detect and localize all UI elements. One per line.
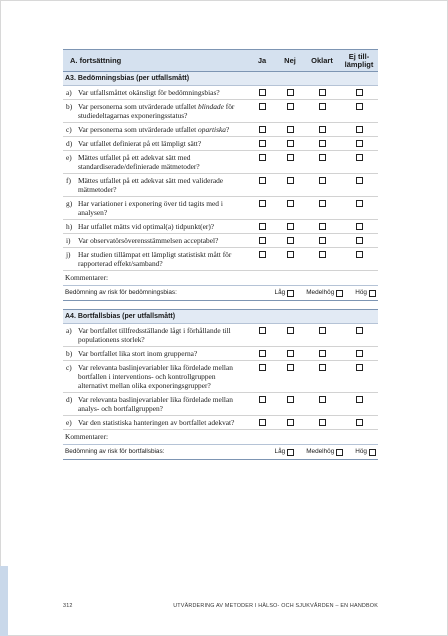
question-text	[63, 174, 248, 196]
checkbox[interactable]	[259, 89, 266, 96]
answer-oklart	[304, 248, 340, 270]
answer-nej	[276, 151, 304, 173]
checkbox[interactable]	[259, 126, 266, 133]
answer-nej	[276, 393, 304, 415]
checkbox[interactable]	[259, 327, 266, 334]
answer-ja	[248, 234, 276, 247]
a3-risk-mid[interactable]	[306, 289, 343, 297]
question-text	[63, 234, 248, 247]
checkbox[interactable]	[259, 251, 266, 258]
a4-risk-mid[interactable]	[306, 448, 343, 456]
answer-oklart	[304, 100, 340, 122]
a4-risk-row	[63, 445, 378, 460]
question-text	[63, 100, 248, 122]
checkbox[interactable]	[287, 290, 294, 297]
checkbox[interactable]	[287, 449, 294, 456]
question-row	[63, 137, 378, 151]
a4-risk-low[interactable]	[275, 448, 295, 456]
a3-risk-high[interactable]	[355, 289, 376, 297]
answer-ja	[248, 416, 276, 429]
checkbox[interactable]	[259, 223, 266, 230]
checkbox[interactable]	[287, 350, 294, 357]
question-row	[63, 248, 378, 271]
question-label: Har studien tillämpat ett lämpligt statistiskt mått för rapporterad effekt/samband?	[78, 250, 232, 268]
question-label: Var utfallet definierat på ett lämpligt sätt?	[78, 139, 202, 148]
answer-ej-tillampligt	[340, 234, 378, 247]
checkbox[interactable]	[287, 177, 294, 184]
checkbox[interactable]	[319, 154, 326, 161]
checkbox[interactable]	[319, 237, 326, 244]
answer-ja	[248, 248, 276, 270]
checkbox[interactable]	[287, 89, 294, 96]
question-row	[63, 361, 378, 393]
checkbox[interactable]	[259, 103, 266, 110]
checkbox[interactable]	[287, 154, 294, 161]
checkbox[interactable]	[287, 327, 294, 334]
answer-ej-tillampligt	[340, 100, 378, 122]
checkbox[interactable]	[287, 126, 294, 133]
answer-oklart	[304, 393, 340, 415]
question-label	[78, 125, 246, 134]
question-fragment: Var personerna som utvärderade utfallet	[78, 102, 199, 111]
question-row	[63, 86, 378, 100]
answer-ja	[248, 347, 276, 360]
question-letter: d)	[66, 139, 73, 148]
section-a3-rows	[63, 86, 378, 271]
checkbox[interactable]	[356, 200, 363, 207]
answer-ej-tillampligt	[340, 361, 378, 392]
checkbox[interactable]	[369, 449, 376, 456]
a4-risk-low-label: Låg	[274, 448, 286, 455]
checkbox[interactable]	[319, 350, 326, 357]
answer-ja	[248, 100, 276, 122]
checkbox[interactable]	[287, 251, 294, 258]
question-letter: e)	[66, 153, 72, 162]
a3-risk-low-label: Låg	[274, 289, 286, 296]
answer-nej	[276, 361, 304, 392]
answer-ja	[248, 324, 276, 346]
answer-ja	[248, 361, 276, 392]
a3-risk-mid-label: Medelhög	[306, 289, 335, 296]
question-fragment: ?	[225, 125, 230, 134]
answer-oklart	[304, 174, 340, 196]
checkbox[interactable]	[356, 327, 363, 334]
checkbox[interactable]	[356, 89, 363, 96]
answer-ej-tillampligt	[340, 324, 378, 346]
question-row	[63, 174, 378, 197]
question-text	[63, 361, 248, 392]
checkbox[interactable]	[356, 177, 363, 184]
checkbox[interactable]	[287, 223, 294, 230]
question-fragment: Var personerna som utvärderade utfallet	[78, 125, 199, 134]
answer-ja	[248, 137, 276, 150]
question-text	[63, 393, 248, 415]
checkbox[interactable]	[287, 419, 294, 426]
question-letter: e)	[66, 418, 72, 427]
question-label: Var relevanta baslinjevariabler lika fördelade mellan analys- och bortfallgruppen?	[78, 395, 233, 413]
checkbox[interactable]	[319, 364, 326, 371]
page-number: 312	[63, 603, 73, 609]
answer-oklart	[304, 137, 340, 150]
checkbox[interactable]	[356, 419, 363, 426]
question-label: Mättes utfallet på ett adekvat sätt med standardiserade/definierade mätmetoder?	[78, 153, 200, 171]
checkbox[interactable]	[287, 103, 294, 110]
checkbox[interactable]	[356, 364, 363, 371]
col-oklart: Oklart	[311, 55, 333, 65]
question-label	[78, 102, 246, 120]
question-emphasis: opartiska	[198, 125, 226, 134]
checkbox[interactable]	[319, 327, 326, 334]
checkbox[interactable]	[287, 364, 294, 371]
answer-ja	[248, 220, 276, 233]
a4-risk-high-label: Hög	[355, 448, 367, 455]
answer-nej	[276, 86, 304, 99]
question-text	[63, 137, 248, 150]
answer-ej-tillampligt	[340, 123, 378, 136]
col-ej-line1: Ej till-	[348, 51, 370, 61]
question-label: Var observatörsöverensstämmelsen acceptabel?	[78, 236, 219, 245]
answer-nej	[276, 174, 304, 196]
checkbox[interactable]	[336, 449, 343, 456]
question-row	[63, 100, 378, 123]
checkbox[interactable]	[356, 126, 363, 133]
checkbox[interactable]	[319, 126, 326, 133]
question-text	[63, 86, 248, 99]
checkbox[interactable]	[319, 396, 326, 403]
question-text	[63, 197, 248, 219]
checklist-sheet	[63, 49, 378, 460]
answer-ej-tillampligt	[340, 151, 378, 173]
answer-nej	[276, 123, 304, 136]
question-letter: b)	[66, 349, 73, 358]
checkbox[interactable]	[287, 396, 294, 403]
answer-oklart	[304, 151, 340, 173]
checkbox[interactable]	[259, 350, 266, 357]
answer-oklart	[304, 86, 340, 99]
running-title: UTVÄRDERING AV METODER I HÄLSO- OCH SJUKVÅRDEN – EN HANDBOK	[173, 603, 378, 609]
question-label: Var relevanta baslinjevariabler lika fördelade mellan bortfallen i interventions- och kontrollgruppen alternativt mellan olika exponeringsgrupper?	[78, 363, 233, 390]
question-text	[63, 248, 248, 270]
checkbox[interactable]	[259, 364, 266, 371]
answer-ja	[248, 151, 276, 173]
answer-nej	[276, 220, 304, 233]
answer-ej-tillampligt	[340, 393, 378, 415]
answer-nej	[276, 234, 304, 247]
question-text	[63, 416, 248, 429]
answer-ej-tillampligt	[340, 86, 378, 99]
checkbox[interactable]	[259, 177, 266, 184]
answer-nej	[276, 197, 304, 219]
answer-oklart	[304, 324, 340, 346]
checkbox[interactable]	[356, 154, 363, 161]
col-ej-tillampligt	[340, 50, 378, 71]
question-text	[63, 123, 248, 136]
question-letter: c)	[66, 363, 72, 372]
question-letter: c)	[66, 125, 72, 134]
answer-nej	[276, 324, 304, 346]
question-text	[63, 220, 248, 233]
checkbox[interactable]	[319, 200, 326, 207]
question-letter: g)	[66, 199, 73, 208]
answer-ej-tillampligt	[340, 137, 378, 150]
a4-risk-high[interactable]	[355, 448, 376, 456]
checkbox[interactable]	[356, 140, 363, 147]
question-letter: b)	[66, 102, 73, 111]
answer-ej-tillampligt	[340, 347, 378, 360]
checkbox[interactable]	[369, 290, 376, 297]
question-letter: f)	[66, 176, 71, 185]
question-label: Var utfallsmåttet okänsligt för bedömningsbias?	[78, 88, 220, 97]
question-row	[63, 220, 378, 234]
answer-nej	[276, 416, 304, 429]
a3-risk-row	[63, 286, 378, 301]
checkbox[interactable]	[287, 237, 294, 244]
table-header	[63, 49, 378, 72]
checkbox[interactable]	[287, 140, 294, 147]
checkbox[interactable]	[259, 154, 266, 161]
answer-oklart	[304, 123, 340, 136]
checkbox[interactable]	[259, 237, 266, 244]
question-letter: i)	[66, 236, 71, 245]
section-a4-rows	[63, 324, 378, 430]
answer-nej	[276, 347, 304, 360]
checkbox[interactable]	[356, 223, 363, 230]
question-row	[63, 324, 378, 347]
checkbox[interactable]	[259, 200, 266, 207]
checkbox[interactable]	[259, 396, 266, 403]
question-label: Var den statistiska hanteringen av bortfallet adekvat?	[78, 418, 235, 427]
question-letter: a)	[66, 88, 72, 97]
checkbox[interactable]	[259, 419, 266, 426]
section-a4-title: A4. Bortfallsbias (per utfallsmått)	[63, 309, 378, 324]
answer-ej-tillampligt	[340, 220, 378, 233]
question-label: Har variationer i exponering över tid tagits med i analysen?	[78, 199, 223, 217]
checkbox[interactable]	[259, 140, 266, 147]
sidebar-accent	[0, 566, 8, 636]
table-title: A. fortsättning	[70, 56, 122, 65]
answer-ej-tillampligt	[340, 416, 378, 429]
question-letter: j)	[66, 250, 71, 259]
col-ja: Ja	[257, 55, 267, 65]
a3-risk-label: Bedömning av risk för bedömningsbias:	[65, 289, 177, 296]
a3-risk-low[interactable]	[275, 289, 295, 297]
page-footer	[63, 603, 378, 609]
question-letter: a)	[66, 326, 72, 335]
checkbox[interactable]	[319, 140, 326, 147]
question-label: Var bortfallet tillfredsställande lågt i förhållande till populationens storlek?	[78, 326, 231, 344]
question-row	[63, 123, 378, 137]
a4-comments: Kommentarer:	[63, 430, 378, 445]
col-ej-line2: lämpligt	[344, 59, 374, 69]
checkbox[interactable]	[287, 200, 294, 207]
a4-risk-label: Bedömning av risk för bortfallsbias:	[65, 448, 165, 455]
answer-ej-tillampligt	[340, 197, 378, 219]
answer-nej	[276, 137, 304, 150]
question-text	[63, 151, 248, 173]
checkbox[interactable]	[356, 251, 363, 258]
question-row	[63, 416, 378, 430]
answer-ej-tillampligt	[340, 248, 378, 270]
answer-ej-tillampligt	[340, 174, 378, 196]
answer-ja	[248, 86, 276, 99]
answer-oklart	[304, 220, 340, 233]
checkbox[interactable]	[356, 396, 363, 403]
question-label: Mättes utfallet på ett adekvat sätt med validerade mätmetoder?	[78, 176, 224, 194]
checkbox[interactable]	[319, 419, 326, 426]
answer-oklart	[304, 347, 340, 360]
question-letter: d)	[66, 395, 73, 404]
question-letter: h)	[66, 222, 73, 231]
answer-oklart	[304, 197, 340, 219]
checkbox[interactable]	[319, 89, 326, 96]
question-label: Var bortfallet lika stort inom grupperna?	[78, 349, 198, 358]
checkbox[interactable]	[319, 251, 326, 258]
col-nej: Nej	[284, 55, 296, 65]
answer-ja	[248, 123, 276, 136]
checkbox[interactable]	[356, 350, 363, 357]
answer-nej	[276, 248, 304, 270]
question-row	[63, 197, 378, 220]
checkbox[interactable]	[319, 103, 326, 110]
question-row	[63, 234, 378, 248]
answer-ja	[248, 197, 276, 219]
answer-oklart	[304, 234, 340, 247]
checkbox[interactable]	[319, 223, 326, 230]
answer-oklart	[304, 416, 340, 429]
question-row	[63, 393, 378, 416]
checkbox[interactable]	[336, 290, 343, 297]
question-text	[63, 324, 248, 346]
question-text	[63, 347, 248, 360]
answer-ja	[248, 393, 276, 415]
a3-risk-high-label: Hög	[355, 289, 367, 296]
question-row	[63, 347, 378, 361]
question-emphasis: blindade	[198, 102, 224, 111]
a4-risk-mid-label: Medelhög	[306, 448, 335, 455]
checkbox[interactable]	[319, 177, 326, 184]
checkbox[interactable]	[356, 237, 363, 244]
section-a3-title: A3. Bedömningsbias (per utfallsmått)	[63, 72, 378, 86]
a3-comments: Kommentarer:	[63, 271, 378, 286]
answer-oklart	[304, 361, 340, 392]
checkbox[interactable]	[356, 103, 363, 110]
answer-nej	[276, 100, 304, 122]
question-fragment: för studiedeltagarnas exponeringsstatus?	[78, 102, 235, 120]
question-row	[63, 151, 378, 174]
answer-ja	[248, 174, 276, 196]
question-label: Har utfallet mätts vid optimal(a) tidpunkt(er)?	[78, 222, 215, 231]
